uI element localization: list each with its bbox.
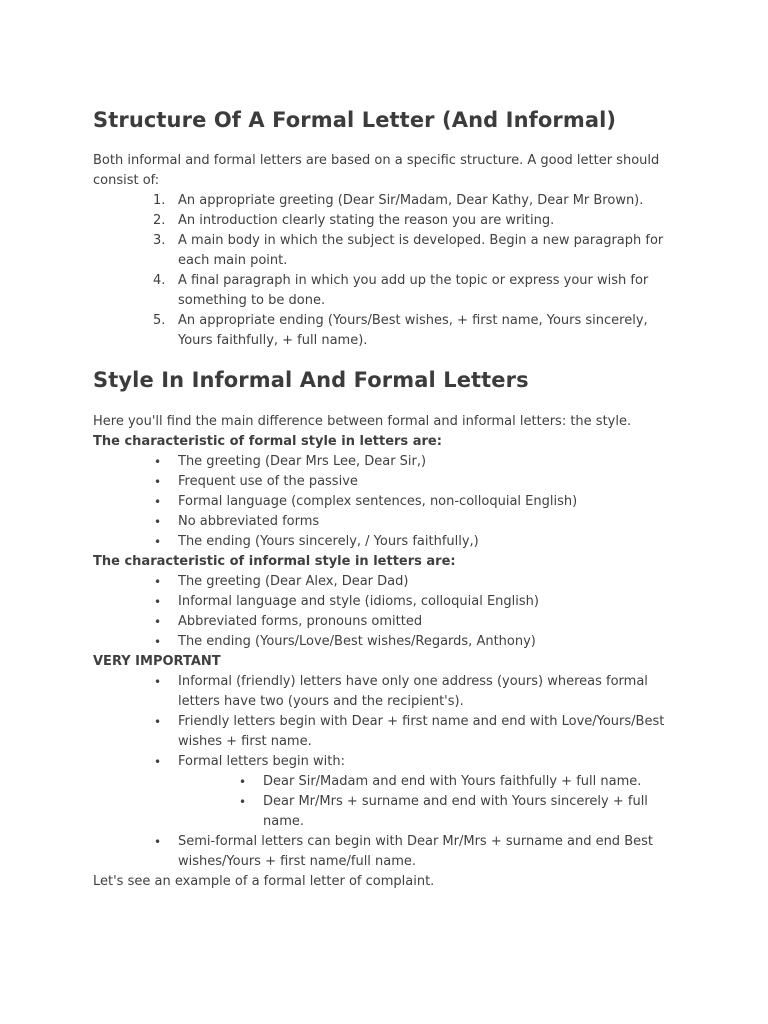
list-number: 1.	[153, 193, 166, 208]
list-item-text: Friendly letters begin with Dear + first name and end with Love/Yours/Best wishes + first name.	[178, 714, 665, 749]
list-item	[93, 832, 683, 872]
important-list	[93, 672, 683, 872]
list-item-text: Dear Mr/Mrs + surname and end with Yours sincerely + full name.	[263, 794, 648, 829]
list-number: 2.	[153, 213, 166, 228]
list-item	[93, 672, 683, 712]
list-item-text: An appropriate greeting (Dear Sir/Madam, Dear Kathy, Dear Mr Brown).	[178, 193, 644, 208]
bullet-icon: •	[154, 495, 162, 509]
list-item-text: Informal (friendly) letters have only one address (yours) whereas formal letters have two (yours and the recipient's).	[178, 674, 648, 709]
heading-structure: Structure Of A Formal Letter (And Informal)	[93, 108, 617, 132]
list-item	[93, 632, 683, 652]
list-item-text: The ending (Yours/Love/Best wishes/Regards, Anthony)	[178, 634, 536, 649]
list-item-text: The ending (Yours sincerely, / Yours faithfully,)	[178, 534, 479, 549]
very-important-label: VERY IMPORTANT	[93, 654, 221, 669]
bullet-icon: •	[154, 715, 162, 729]
list-item	[178, 772, 683, 792]
list-item-text: Informal language and style (idioms, colloquial English)	[178, 594, 539, 609]
list-item	[93, 271, 683, 311]
formal-begin-sublist	[178, 772, 683, 832]
list-number: 5.	[153, 313, 166, 328]
document-page	[93, 105, 683, 892]
bullet-icon: •	[154, 835, 162, 849]
list-item	[93, 191, 683, 211]
list-item-text: Formal language (complex sentences, non-colloquial English)	[178, 494, 578, 509]
intro-style: Here you'll find the main difference between formal and informal letters: the style.	[93, 414, 632, 429]
list-item-text: Semi-formal letters can begin with Dear Mr/Mrs + surname and end Best wishes/Yours + first name/full name.	[178, 834, 653, 869]
list-item-text: The greeting (Dear Mrs Lee, Dear Sir,)	[178, 454, 427, 469]
list-item	[93, 592, 683, 612]
bullet-icon: •	[154, 535, 162, 549]
list-number: 3.	[153, 233, 166, 248]
bullet-icon: •	[154, 455, 162, 469]
list-item	[93, 231, 683, 271]
heading-style: Style In Informal And Formal Letters	[93, 368, 529, 392]
bullet-icon: •	[154, 635, 162, 649]
list-item	[93, 512, 683, 532]
list-item	[93, 492, 683, 512]
formal-style-list	[93, 452, 683, 552]
bullet-icon: •	[239, 795, 247, 809]
list-item	[93, 752, 683, 832]
list-item-text: Dear Sir/Madam and end with Yours faithfully + full name.	[263, 774, 642, 789]
bullet-icon: •	[154, 595, 162, 609]
list-item	[93, 311, 683, 351]
list-item	[93, 452, 683, 472]
list-item-text: Frequent use of the passive	[178, 474, 358, 489]
list-item-text: An introduction clearly stating the reason you are writing.	[178, 213, 555, 228]
bullet-icon: •	[154, 755, 162, 769]
structure-list	[93, 191, 683, 351]
bullet-icon: •	[154, 575, 162, 589]
informal-style-list	[93, 572, 683, 652]
intro-structure: Both informal and formal letters are based on a specific structure. A good letter should consist of:	[93, 153, 660, 188]
list-item	[93, 572, 683, 592]
list-item	[93, 712, 683, 752]
informal-style-label: The characteristic of informal style in letters are:	[93, 554, 456, 569]
bullet-icon: •	[154, 515, 162, 529]
list-item-text: A main body in which the subject is developed. Begin a new paragraph for each main point.	[178, 233, 664, 268]
closing-text: Let's see an example of a formal letter of complaint.	[93, 874, 435, 889]
list-item	[93, 472, 683, 492]
list-item	[93, 612, 683, 632]
formal-style-label: The characteristic of formal style in letters are:	[93, 434, 442, 449]
list-item-text: A final paragraph in which you add up the topic or express your wish for something to be done.	[178, 273, 649, 308]
list-item-text: Formal letters begin with:	[178, 754, 345, 769]
list-item-text: An appropriate ending (Yours/Best wishes, + first name, Yours sincerely, Yours faithfully, + full name).	[178, 313, 648, 348]
bullet-icon: •	[154, 475, 162, 489]
bullet-icon: •	[154, 615, 162, 629]
list-item	[93, 532, 683, 552]
bullet-icon: •	[154, 675, 162, 689]
list-number: 4.	[153, 273, 166, 288]
list-item-text: No abbreviated forms	[178, 514, 320, 529]
list-item	[178, 792, 683, 832]
bullet-icon: •	[239, 775, 247, 789]
list-item	[93, 211, 683, 231]
list-item-text: The greeting (Dear Alex, Dear Dad)	[178, 574, 409, 589]
list-item-text: Abbreviated forms, pronouns omitted	[178, 614, 423, 629]
